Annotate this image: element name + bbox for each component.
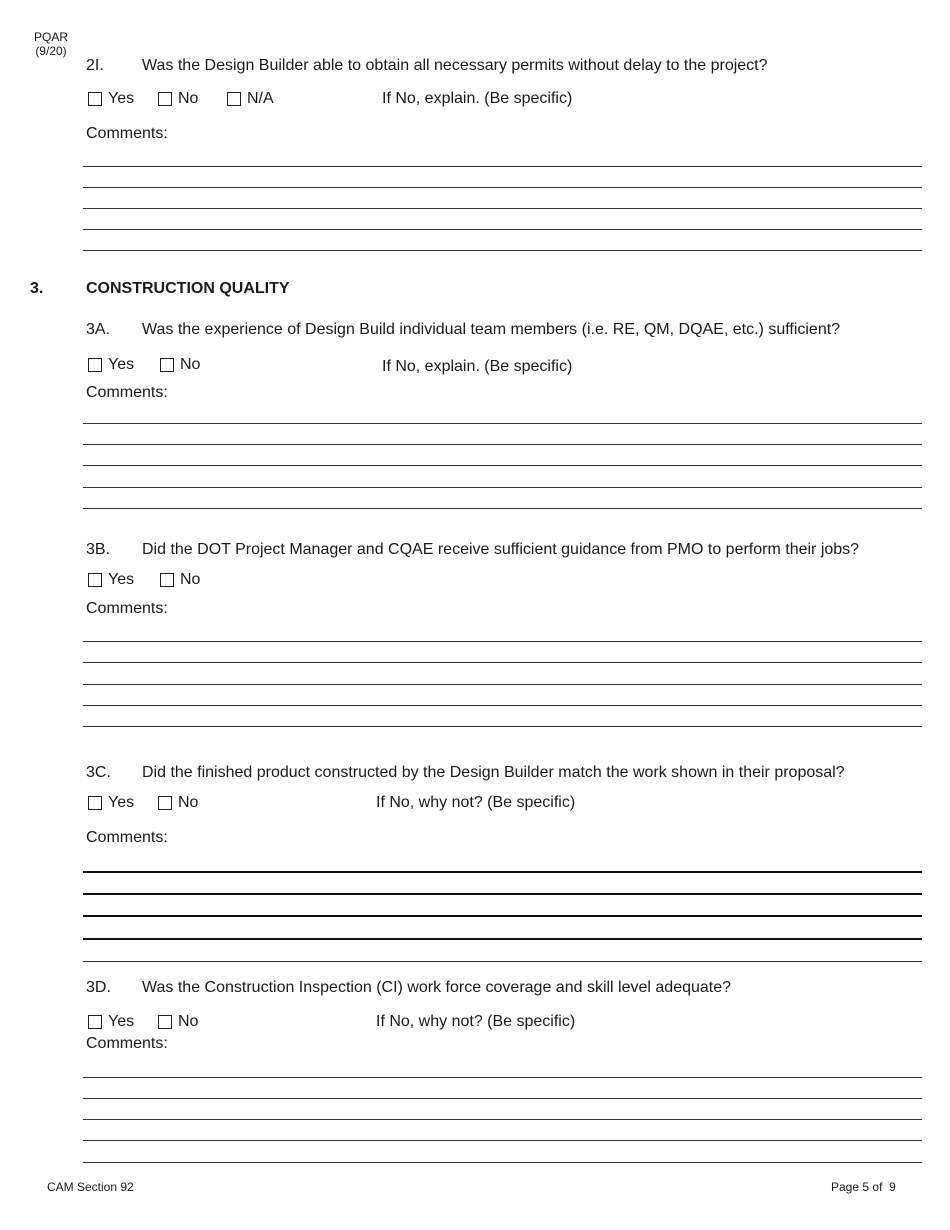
q3d-explain-label: If No, why not? (Be specific): [376, 1013, 576, 1030]
q3c-explain-label: If No, why not? (Be specific): [376, 794, 576, 811]
comment-line[interactable]: [83, 187, 922, 188]
q2i-yes-option[interactable]: Yes: [88, 89, 134, 109]
checkbox[interactable]: [158, 1015, 172, 1029]
form-revision: (9/20): [35, 44, 67, 58]
question-number: 3B.: [86, 541, 111, 558]
comment-line[interactable]: [83, 250, 922, 251]
comment-line[interactable]: [83, 1162, 922, 1163]
checkbox[interactable]: [88, 92, 102, 106]
page-number: Page 5 of 9: [831, 1180, 896, 1194]
checkbox[interactable]: [88, 573, 102, 587]
checkbox[interactable]: [88, 796, 102, 810]
q2i-explain-label: If No, explain. (Be specific): [382, 90, 573, 107]
q3d-comments-label: Comments:: [86, 1035, 168, 1052]
checkbox[interactable]: [160, 573, 174, 587]
q3d-no-option[interactable]: No: [158, 1012, 198, 1032]
footer-section: CAM Section 92: [47, 1180, 134, 1194]
comment-line[interactable]: [83, 726, 922, 727]
q3a-yes-option[interactable]: Yes: [88, 355, 134, 375]
comment-line[interactable]: [83, 1077, 922, 1078]
section-title: CONSTRUCTION QUALITY: [86, 280, 290, 297]
q3a-comments-label: Comments:: [86, 384, 168, 401]
comment-line[interactable]: [83, 1098, 922, 1099]
comment-line[interactable]: [83, 938, 922, 940]
checkbox[interactable]: [88, 1015, 102, 1029]
q3a-no-option[interactable]: No: [160, 355, 200, 375]
question-number: 3D.: [86, 979, 111, 996]
comment-line[interactable]: [83, 487, 922, 488]
comment-line[interactable]: [83, 1140, 922, 1141]
comment-line[interactable]: [83, 444, 922, 445]
q3b-comments-label: Comments:: [86, 600, 168, 617]
comment-line[interactable]: [83, 893, 922, 895]
question-text: Did the finished product constructed by the Design Builder match the work shown in their proposal?: [142, 764, 845, 781]
checkbox[interactable]: [227, 92, 241, 106]
comment-line[interactable]: [83, 166, 922, 167]
comment-line[interactable]: [83, 705, 922, 706]
comment-line[interactable]: [83, 208, 922, 209]
question-number: 3C.: [86, 764, 111, 781]
q3b-no-option[interactable]: No: [160, 570, 200, 590]
comment-line[interactable]: [83, 915, 922, 917]
q3c-no-option[interactable]: No: [158, 793, 198, 813]
checkbox[interactable]: [158, 796, 172, 810]
comment-line[interactable]: [83, 423, 922, 424]
section-number: 3.: [30, 280, 44, 297]
comment-line[interactable]: [83, 662, 922, 663]
comment-line[interactable]: [83, 1119, 922, 1120]
comment-line[interactable]: [83, 229, 922, 230]
question-number: 3A.: [86, 321, 111, 338]
comment-line[interactable]: [83, 871, 922, 873]
q2i-comments-label: Comments:: [86, 125, 168, 142]
form-code: PQAR: [33, 30, 68, 44]
checkbox[interactable]: [160, 358, 174, 372]
q3d-yes-option[interactable]: Yes: [88, 1012, 134, 1032]
comment-line[interactable]: [83, 961, 922, 962]
q3a-explain-label: If No, explain. (Be specific): [382, 358, 573, 375]
q3c-comments-label: Comments:: [86, 829, 168, 846]
checkbox[interactable]: [88, 358, 102, 372]
comment-line[interactable]: [83, 684, 922, 685]
q2i-no-option[interactable]: No: [158, 89, 198, 109]
question-text: Did the DOT Project Manager and CQAE receive sufficient guidance from PMO to perform their jobs?: [142, 541, 860, 558]
question-text: Was the Design Builder able to obtain all necessary permits without delay to the project?: [142, 57, 768, 74]
q2i-na-option[interactable]: N/A: [227, 89, 274, 109]
q3b-yes-option[interactable]: Yes: [88, 570, 134, 590]
question-text: Was the experience of Design Build individual team members (i.e. RE, QM, DQAE, etc.) sufficient?: [142, 321, 841, 338]
question-number: 2I.: [86, 57, 104, 74]
checkbox[interactable]: [158, 92, 172, 106]
question-text: Was the Construction Inspection (CI) work force coverage and skill level adequate?: [142, 979, 732, 996]
comment-line[interactable]: [83, 641, 922, 642]
comment-line[interactable]: [83, 508, 922, 509]
comment-line[interactable]: [83, 465, 922, 466]
q3c-yes-option[interactable]: Yes: [88, 793, 134, 813]
